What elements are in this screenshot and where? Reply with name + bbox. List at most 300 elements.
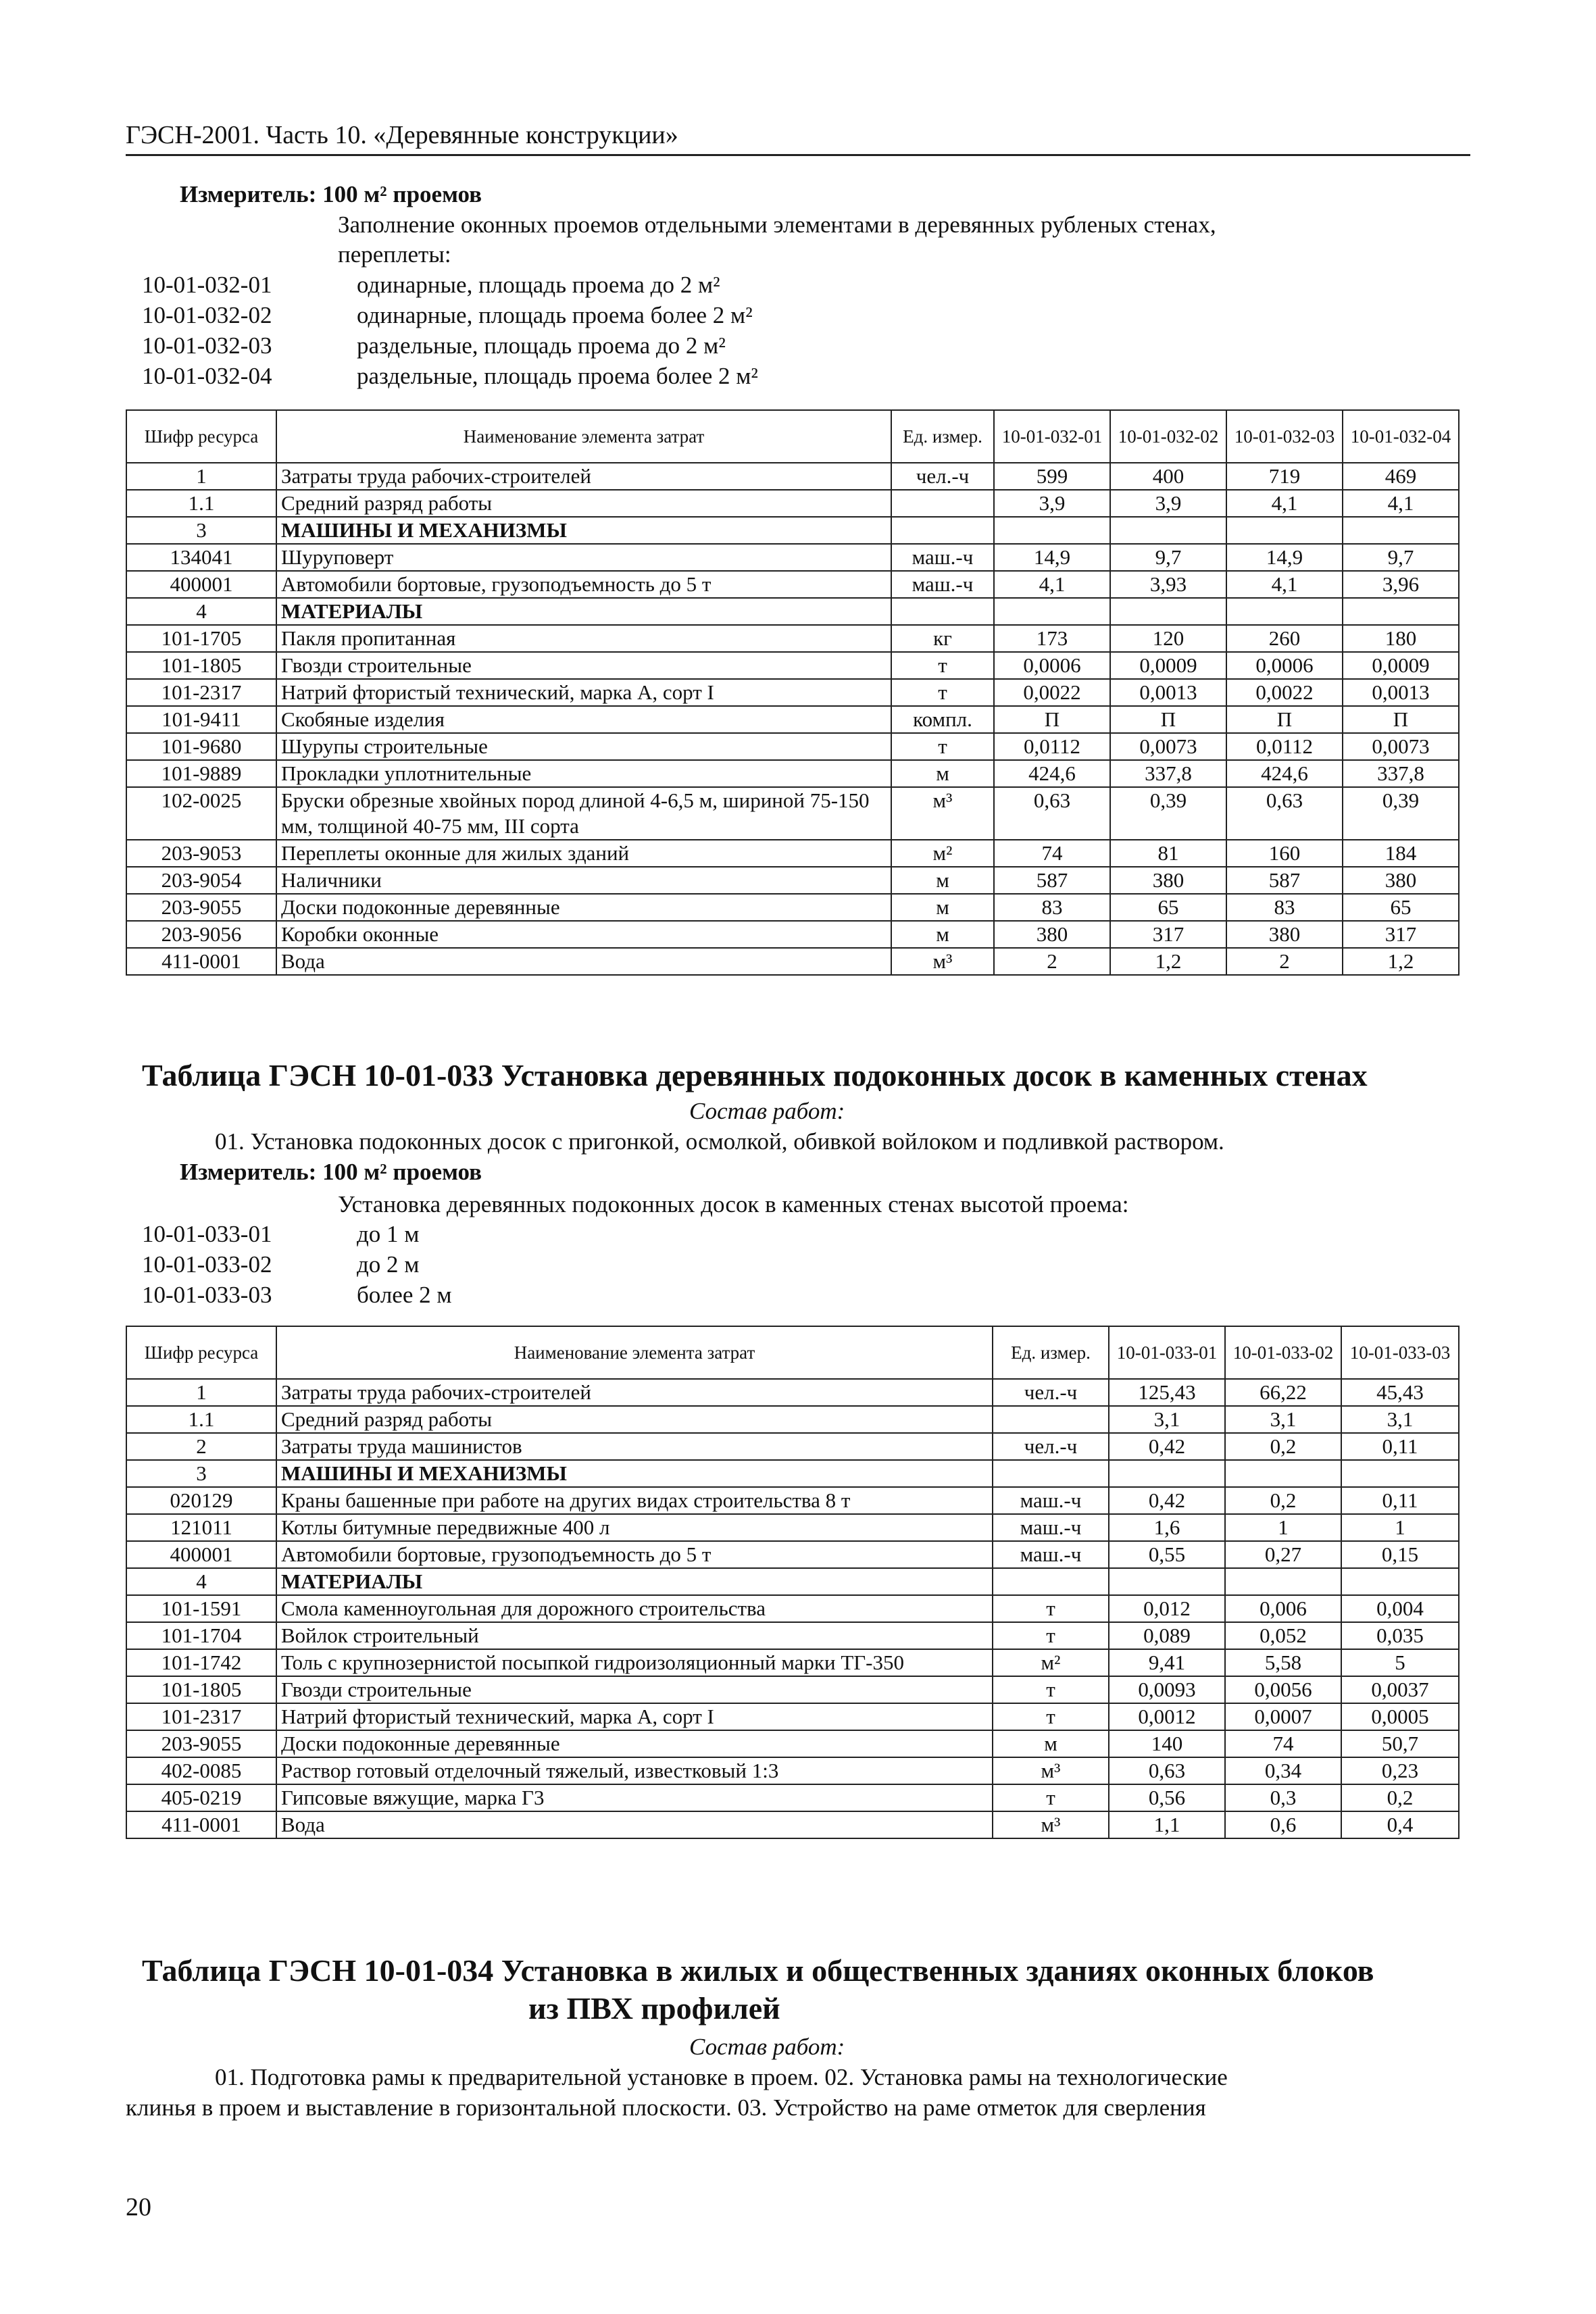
cell-value xyxy=(1110,517,1226,544)
cell-unit: маш.-ч xyxy=(891,544,994,571)
cell-value: 125,43 xyxy=(1109,1379,1225,1406)
cell-name: Переплеты оконные для жилых зданий xyxy=(276,840,891,867)
cell-value: 3,93 xyxy=(1110,571,1226,598)
table-row xyxy=(126,840,1459,867)
cell-value: 587 xyxy=(994,867,1110,894)
cell-code: 101-2317 xyxy=(126,679,276,706)
cell-code: 101-1705 xyxy=(126,625,276,652)
cell-value: 380 xyxy=(994,921,1110,948)
cell-code: 101-1805 xyxy=(126,652,276,679)
cell-unit: м³ xyxy=(891,787,994,840)
header-unit: Ед. измер. xyxy=(993,1326,1109,1379)
cell-value: 74 xyxy=(994,840,1110,867)
cell-value: 184 xyxy=(1343,840,1459,867)
cell-code: 203-9055 xyxy=(126,1730,276,1757)
table-row xyxy=(126,1541,1459,1568)
cell-unit: м xyxy=(993,1730,1109,1757)
cell-unit: м³ xyxy=(993,1811,1109,1838)
table-row xyxy=(126,948,1459,975)
cell-code: 101-9411 xyxy=(126,706,276,733)
cell-unit: т xyxy=(993,1784,1109,1811)
cell-value: 4,1 xyxy=(1343,490,1459,517)
cell-code: 203-9054 xyxy=(126,867,276,894)
cell-code: 400001 xyxy=(126,1541,276,1568)
code-desc: до 2 м xyxy=(357,1251,420,1278)
cell-code: 4 xyxy=(126,1568,276,1595)
cell-value: 180 xyxy=(1343,625,1459,652)
cell-code: 134041 xyxy=(126,544,276,571)
table-row xyxy=(126,571,1459,598)
cell-value: 0,0073 xyxy=(1110,733,1226,760)
cell-name: Пакля пропитанная xyxy=(276,625,891,652)
cell-name: Средний разряд работы xyxy=(276,1406,993,1433)
cell-value: 0,11 xyxy=(1341,1433,1459,1460)
code-item: 10-01-033-02 xyxy=(142,1251,272,1278)
desc-032-line2: переплеты: xyxy=(338,241,451,268)
table-row xyxy=(126,921,1459,948)
cell-code: 101-1704 xyxy=(126,1622,276,1649)
cell-value: 0,0022 xyxy=(1226,679,1343,706)
cell-value: 0,55 xyxy=(1109,1541,1225,1568)
cell-name: МАШИНЫ И МЕХАНИЗМЫ xyxy=(276,517,891,544)
cell-unit: маш.-ч xyxy=(993,1514,1109,1541)
cell-unit: маш.-ч xyxy=(891,571,994,598)
cell-value: П xyxy=(994,706,1110,733)
cell-value: 74 xyxy=(1225,1730,1341,1757)
header-code: Шифр ресурса xyxy=(126,1326,276,1379)
table-row xyxy=(126,490,1459,517)
code-desc: одинарные, площадь проема более 2 м² xyxy=(357,302,753,328)
sostav-034: Состав работ: xyxy=(689,2034,845,2060)
cell-value: 4,1 xyxy=(994,571,1110,598)
header-unit: Ед. измер. xyxy=(891,410,994,463)
cell-value xyxy=(994,517,1110,544)
cell-value: 0,035 xyxy=(1341,1622,1459,1649)
page-number: 20 xyxy=(126,2193,151,2221)
cell-value: 9,41 xyxy=(1109,1649,1225,1676)
cell-value: 66,22 xyxy=(1225,1379,1341,1406)
table-row xyxy=(126,1595,1459,1622)
cell-value: 0,0073 xyxy=(1343,733,1459,760)
cell-name: Гвозди строительные xyxy=(276,1676,993,1703)
desc-032-line1: Заполнение оконных проемов отдельными элементами в деревянных рубленых стенах, xyxy=(338,211,1216,238)
cell-name: Прокладки уплотнительные xyxy=(276,760,891,787)
cell-name: Войлок строительный xyxy=(276,1622,993,1649)
cell-value: 317 xyxy=(1343,921,1459,948)
table-row xyxy=(126,787,1459,840)
sostav-033: Состав работ: xyxy=(689,1098,845,1124)
cell-name: Шурупы строительные xyxy=(276,733,891,760)
cell-value xyxy=(1341,1568,1459,1595)
cell-value: 45,43 xyxy=(1341,1379,1459,1406)
cell-value: 0,39 xyxy=(1110,787,1226,840)
cell-unit: м xyxy=(891,894,994,921)
cell-value: 0,11 xyxy=(1341,1487,1459,1514)
cell-value xyxy=(1110,598,1226,625)
cell-unit: т xyxy=(891,652,994,679)
cell-code: 2 xyxy=(126,1433,276,1460)
cell-code: 3 xyxy=(126,1460,276,1487)
header-col: 10-01-032-04 xyxy=(1343,410,1459,463)
code-desc: одинарные, площадь проема до 2 м² xyxy=(357,272,720,298)
cell-value: 337,8 xyxy=(1343,760,1459,787)
code-item: 10-01-032-03 xyxy=(142,332,272,359)
cell-name: Бруски обрезные хвойных пород длиной 4-6,5 м, шириной 75-150 мм, толщиной 40-75 мм, III сорта xyxy=(276,787,891,840)
cell-unit: т xyxy=(993,1703,1109,1730)
cell-name: МАШИНЫ И МЕХАНИЗМЫ xyxy=(276,1460,993,1487)
work-034-line1: 01. Подготовка рамы к предварительной установке в проем. 02. Установка рамы на технологические xyxy=(215,2064,1228,2090)
cell-value: 0,0112 xyxy=(1226,733,1343,760)
cell-code: 402-0085 xyxy=(126,1757,276,1784)
cell-value: 0,012 xyxy=(1109,1595,1225,1622)
cell-unit: чел.-ч xyxy=(993,1433,1109,1460)
cell-name: Натрий фтористый технический, марка А, сорт I xyxy=(276,679,891,706)
table-row xyxy=(126,1379,1459,1406)
cell-unit: чел.-ч xyxy=(993,1379,1109,1406)
cell-code: 1 xyxy=(126,1379,276,1406)
cell-value: 317 xyxy=(1110,921,1226,948)
cell-unit: м³ xyxy=(891,948,994,975)
table-row xyxy=(126,544,1459,571)
cell-unit xyxy=(891,598,994,625)
header-col: 10-01-033-01 xyxy=(1109,1326,1225,1379)
table-row xyxy=(126,894,1459,921)
cell-code: 101-9680 xyxy=(126,733,276,760)
desc-033: Установка деревянных подоконных досок в каменных стенах высотой проема: xyxy=(338,1191,1129,1217)
cell-value xyxy=(1109,1568,1225,1595)
cell-value: 160 xyxy=(1226,840,1343,867)
cell-value: 3,1 xyxy=(1109,1406,1225,1433)
cell-name: Вода xyxy=(276,1811,993,1838)
table-row xyxy=(126,679,1459,706)
table-row xyxy=(126,1703,1459,1730)
cell-value: 4,1 xyxy=(1226,571,1343,598)
work-033: 01. Установка подоконных досок с пригонкой, осмолкой, обивкой войлоком и подливкой раствором. xyxy=(215,1128,1224,1155)
cell-value: 0,0093 xyxy=(1109,1676,1225,1703)
header-col: 10-01-033-03 xyxy=(1341,1326,1459,1379)
cell-code: 1.1 xyxy=(126,1406,276,1433)
code-desc: более 2 м xyxy=(357,1282,452,1308)
resource-table-032 xyxy=(126,409,1460,976)
table-row xyxy=(126,706,1459,733)
cell-name: Краны башенные при работе на других видах строительства 8 т xyxy=(276,1487,993,1514)
table-row xyxy=(126,1784,1459,1811)
cell-value: 1 xyxy=(1225,1514,1341,1541)
cell-name: Затраты труда рабочих-строителей xyxy=(276,463,891,490)
cell-code: 101-1742 xyxy=(126,1649,276,1676)
cell-unit: маш.-ч xyxy=(993,1487,1109,1514)
cell-value: 0,0037 xyxy=(1341,1676,1459,1703)
table-row xyxy=(126,1568,1459,1595)
cell-value: 173 xyxy=(994,625,1110,652)
cell-value: 3,96 xyxy=(1343,571,1459,598)
cell-name: Средний разряд работы xyxy=(276,490,891,517)
cell-value: 0,34 xyxy=(1225,1757,1341,1784)
cell-value: 0,42 xyxy=(1109,1487,1225,1514)
cell-value xyxy=(1226,517,1343,544)
cell-unit: маш.-ч xyxy=(993,1541,1109,1568)
cell-code: 101-1591 xyxy=(126,1595,276,1622)
cell-value xyxy=(1343,517,1459,544)
cell-value: 50,7 xyxy=(1341,1730,1459,1757)
table-row xyxy=(126,1514,1459,1541)
cell-value: 83 xyxy=(994,894,1110,921)
cell-value: 0,0007 xyxy=(1225,1703,1341,1730)
cell-value: 120 xyxy=(1110,625,1226,652)
cell-value: 0,0112 xyxy=(994,733,1110,760)
cell-code: 203-9056 xyxy=(126,921,276,948)
cell-value: 0,0006 xyxy=(1226,652,1343,679)
meter-033: Измеритель: 100 м² проемов xyxy=(180,1159,482,1185)
cell-name: Коробки оконные xyxy=(276,921,891,948)
table-row xyxy=(126,1622,1459,1649)
table-row xyxy=(126,1757,1459,1784)
cell-name: Гвозди строительные xyxy=(276,652,891,679)
cell-name: Наличники xyxy=(276,867,891,894)
code-item: 10-01-032-02 xyxy=(142,302,272,328)
cell-code: 400001 xyxy=(126,571,276,598)
cell-value: 2 xyxy=(994,948,1110,975)
cell-code: 101-1805 xyxy=(126,1676,276,1703)
cell-value: 1 xyxy=(1341,1514,1459,1541)
cell-name: МАТЕРИАЛЫ xyxy=(276,1568,993,1595)
table-row xyxy=(126,598,1459,625)
cell-code: 411-0001 xyxy=(126,1811,276,1838)
cell-name: Доски подоконные деревянные xyxy=(276,894,891,921)
cell-unit xyxy=(891,517,994,544)
cell-value: 0,0006 xyxy=(994,652,1110,679)
code-desc: раздельные, площадь проема до 2 м² xyxy=(357,332,726,359)
section-title-033: Таблица ГЭСН 10-01-033 Установка деревянных подоконных досок в каменных стенах xyxy=(142,1058,1368,1092)
cell-value: 0,0013 xyxy=(1110,679,1226,706)
cell-value: 0,0009 xyxy=(1110,652,1226,679)
cell-value: 260 xyxy=(1226,625,1343,652)
cell-value: 0,0012 xyxy=(1109,1703,1225,1730)
table-row xyxy=(126,1676,1459,1703)
cell-unit: т xyxy=(891,679,994,706)
table-row xyxy=(126,1487,1459,1514)
meter-032: Измеритель: 100 м² проемов xyxy=(180,181,482,207)
cell-value: 0,6 xyxy=(1225,1811,1341,1838)
cell-value: 0,39 xyxy=(1343,787,1459,840)
cell-value: 0,0056 xyxy=(1225,1676,1341,1703)
header-col: 10-01-032-02 xyxy=(1110,410,1226,463)
cell-value: 599 xyxy=(994,463,1110,490)
cell-name: Вода xyxy=(276,948,891,975)
table-row xyxy=(126,1433,1459,1460)
code-item: 10-01-032-01 xyxy=(142,272,272,298)
cell-name: Смола каменноугольная для дорожного строительства xyxy=(276,1595,993,1622)
table-row xyxy=(126,1460,1459,1487)
cell-value: 65 xyxy=(1110,894,1226,921)
cell-code: 203-9053 xyxy=(126,840,276,867)
cell-value: 400 xyxy=(1110,463,1226,490)
cell-value: 0,3 xyxy=(1225,1784,1341,1811)
cell-value: 337,8 xyxy=(1110,760,1226,787)
cell-value: 380 xyxy=(1110,867,1226,894)
cell-value: 9,7 xyxy=(1110,544,1226,571)
cell-value: 587 xyxy=(1226,867,1343,894)
cell-value: 0,4 xyxy=(1341,1811,1459,1838)
cell-unit: м² xyxy=(993,1649,1109,1676)
cell-value: 2 xyxy=(1226,948,1343,975)
cell-value: 4,1 xyxy=(1226,490,1343,517)
cell-value: 3,1 xyxy=(1341,1406,1459,1433)
cell-unit xyxy=(891,490,994,517)
cell-value: 0,63 xyxy=(1109,1757,1225,1784)
cell-value: 0,2 xyxy=(1225,1487,1341,1514)
cell-value: 0,0005 xyxy=(1341,1703,1459,1730)
cell-unit: м xyxy=(891,921,994,948)
cell-unit: т xyxy=(891,733,994,760)
cell-value: 14,9 xyxy=(1226,544,1343,571)
cell-name: Доски подоконные деревянные xyxy=(276,1730,993,1757)
cell-code: 102-0025 xyxy=(126,787,276,840)
cell-value: 9,7 xyxy=(1343,544,1459,571)
cell-value: 1,2 xyxy=(1110,948,1226,975)
cell-value: 5 xyxy=(1341,1649,1459,1676)
cell-unit: т xyxy=(993,1622,1109,1649)
cell-unit: м³ xyxy=(993,1757,1109,1784)
cell-value: 0,23 xyxy=(1341,1757,1459,1784)
header-rule xyxy=(126,154,1470,156)
cell-value: 0,0013 xyxy=(1343,679,1459,706)
cell-unit: т xyxy=(993,1676,1109,1703)
cell-name: МАТЕРИАЛЫ xyxy=(276,598,891,625)
code-item: 10-01-033-01 xyxy=(142,1221,272,1247)
cell-unit: компл. xyxy=(891,706,994,733)
running-header: ГЭСН-2001. Часть 10. «Деревянные конструкции» xyxy=(126,121,678,149)
resource-table-033 xyxy=(126,1326,1460,1839)
cell-code: 203-9055 xyxy=(126,894,276,921)
cell-value: 0,63 xyxy=(1226,787,1343,840)
cell-value: 0,15 xyxy=(1341,1541,1459,1568)
cell-value: 0,2 xyxy=(1225,1433,1341,1460)
header-name: Наименование элемента затрат xyxy=(276,1326,993,1379)
cell-value: 0,0022 xyxy=(994,679,1110,706)
cell-value: 14,9 xyxy=(994,544,1110,571)
cell-value xyxy=(1226,598,1343,625)
cell-unit: м xyxy=(891,760,994,787)
cell-value: 0,006 xyxy=(1225,1595,1341,1622)
cell-name: Скобяные изделия xyxy=(276,706,891,733)
cell-value: 0,63 xyxy=(994,787,1110,840)
table-row xyxy=(126,625,1459,652)
cell-code: 411-0001 xyxy=(126,948,276,975)
cell-code: 101-2317 xyxy=(126,1703,276,1730)
header-name: Наименование элемента затрат xyxy=(276,410,891,463)
code-desc: раздельные, площадь проема более 2 м² xyxy=(357,363,758,389)
code-item: 10-01-032-04 xyxy=(142,363,272,389)
cell-value: 0,56 xyxy=(1109,1784,1225,1811)
table-row xyxy=(126,1649,1459,1676)
cell-unit xyxy=(993,1406,1109,1433)
cell-code: 1 xyxy=(126,463,276,490)
cell-code: 1.1 xyxy=(126,490,276,517)
cell-value xyxy=(1109,1460,1225,1487)
cell-value: 3,9 xyxy=(1110,490,1226,517)
section-title-034-line2: из ПВХ профилей xyxy=(528,1991,780,2026)
cell-name: Толь с крупнозернистой посыпкой гидроизоляционный марки ТГ-350 xyxy=(276,1649,993,1676)
cell-value xyxy=(1225,1460,1341,1487)
cell-value: 3,1 xyxy=(1225,1406,1341,1433)
cell-value: 1,6 xyxy=(1109,1514,1225,1541)
cell-value: 0,0009 xyxy=(1343,652,1459,679)
cell-value: 1,1 xyxy=(1109,1811,1225,1838)
cell-value: 719 xyxy=(1226,463,1343,490)
table-row xyxy=(126,463,1459,490)
cell-value: 0,052 xyxy=(1225,1622,1341,1649)
code-desc: до 1 м xyxy=(357,1221,420,1247)
cell-name: Шуруповерт xyxy=(276,544,891,571)
code-item: 10-01-033-03 xyxy=(142,1282,272,1308)
cell-value xyxy=(994,598,1110,625)
cell-value: 65 xyxy=(1343,894,1459,921)
table-row xyxy=(126,1811,1459,1838)
cell-value: 424,6 xyxy=(1226,760,1343,787)
table-row xyxy=(126,1406,1459,1433)
cell-name: Котлы битумные передвижные 400 л xyxy=(276,1514,993,1541)
cell-value xyxy=(1225,1568,1341,1595)
cell-value: 0,089 xyxy=(1109,1622,1225,1649)
cell-code: 020129 xyxy=(126,1487,276,1514)
cell-value: 0,27 xyxy=(1225,1541,1341,1568)
cell-name: Затраты труда машинистов xyxy=(276,1433,993,1460)
cell-code: 4 xyxy=(126,598,276,625)
cell-value: 0,2 xyxy=(1341,1784,1459,1811)
table-row xyxy=(126,517,1459,544)
cell-value: П xyxy=(1343,706,1459,733)
header-col: 10-01-032-03 xyxy=(1226,410,1343,463)
cell-value: 424,6 xyxy=(994,760,1110,787)
cell-value: 469 xyxy=(1343,463,1459,490)
table-row xyxy=(126,760,1459,787)
cell-name: Затраты труда рабочих-строителей xyxy=(276,1379,993,1406)
table-row xyxy=(126,867,1459,894)
cell-value: 380 xyxy=(1226,921,1343,948)
cell-unit xyxy=(993,1568,1109,1595)
table-row xyxy=(126,652,1459,679)
table-row xyxy=(126,1730,1459,1757)
header-col: 10-01-032-01 xyxy=(994,410,1110,463)
header-col: 10-01-033-02 xyxy=(1225,1326,1341,1379)
cell-name: Автомобили бортовые, грузоподъемность до 5 т xyxy=(276,571,891,598)
cell-value: 3,9 xyxy=(994,490,1110,517)
cell-name: Гипсовые вяжущие, марка Г3 xyxy=(276,1784,993,1811)
cell-value: П xyxy=(1226,706,1343,733)
cell-value: 0,42 xyxy=(1109,1433,1225,1460)
cell-value: 81 xyxy=(1110,840,1226,867)
cell-unit: кг xyxy=(891,625,994,652)
cell-value: 380 xyxy=(1343,867,1459,894)
work-034-line2: клинья в проем и выставление в горизонтальной плоскости. 03. Устройство на раме отметок для сверления xyxy=(126,2094,1206,2121)
cell-value xyxy=(1341,1460,1459,1487)
cell-name: Натрий фтористый технический, марка А, сорт I xyxy=(276,1703,993,1730)
cell-code: 3 xyxy=(126,517,276,544)
cell-name: Автомобили бортовые, грузоподъемность до 5 т xyxy=(276,1541,993,1568)
cell-value: 1,2 xyxy=(1343,948,1459,975)
cell-value: П xyxy=(1110,706,1226,733)
cell-unit: т xyxy=(993,1595,1109,1622)
cell-value: 0,004 xyxy=(1341,1595,1459,1622)
cell-code: 101-9889 xyxy=(126,760,276,787)
cell-name: Раствор готовый отделочный тяжелый, известковый 1:3 xyxy=(276,1757,993,1784)
cell-value: 5,58 xyxy=(1225,1649,1341,1676)
cell-unit: м² xyxy=(891,840,994,867)
cell-unit: чел.-ч xyxy=(891,463,994,490)
cell-code: 121011 xyxy=(126,1514,276,1541)
section-title-034-line1: Таблица ГЭСН 10-01-034 Установка в жилых и общественных зданиях оконных блоков xyxy=(142,1953,1374,1988)
